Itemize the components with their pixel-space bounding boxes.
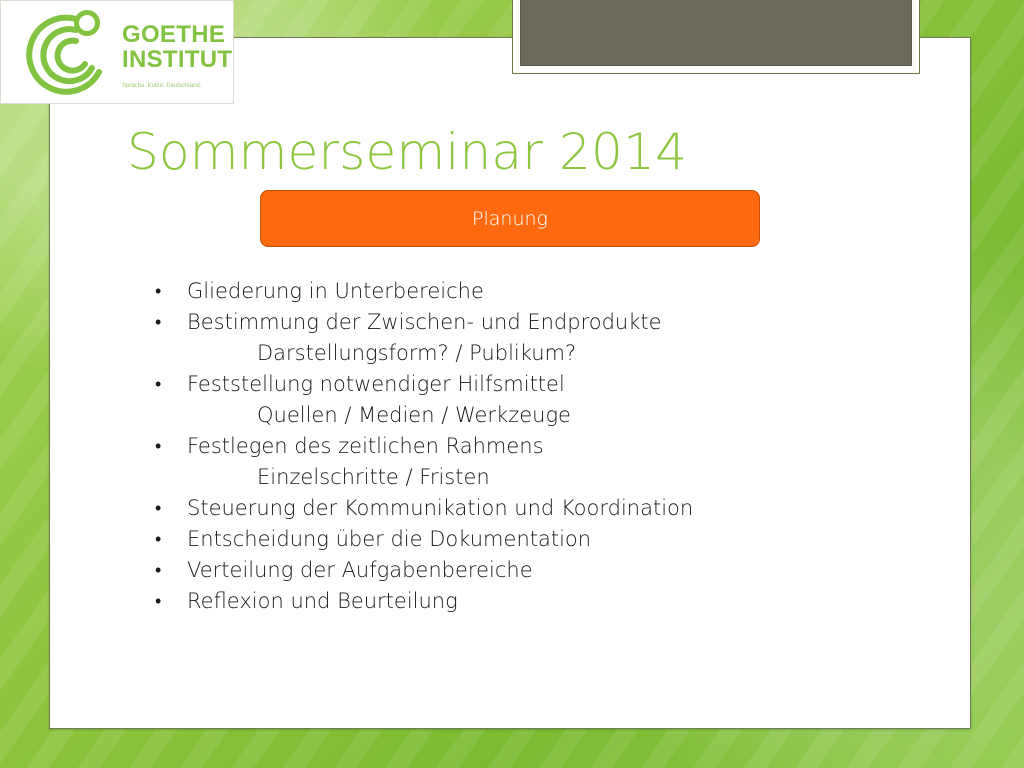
- slide-title: Sommerseminar 2014: [127, 123, 688, 181]
- top-decorative-panel: [512, 0, 920, 74]
- content-subline-row: [155, 462, 875, 493]
- bullet-text: Entscheidung über die Dokumentation: [187, 527, 592, 551]
- bullet-text: Bestimmung der Zwischen- und Endprodukte: [187, 310, 662, 334]
- logo-institut-text: INSTITUT: [122, 46, 233, 73]
- goethe-institut-logo: [0, 0, 234, 104]
- content-bullet-row: [155, 369, 875, 400]
- logo-tagline: Sprache. Kultur. Deutschland.: [122, 83, 202, 89]
- bullet-icon: •: [155, 498, 162, 519]
- subline-text: Einzelschritte / Fristen: [257, 465, 490, 489]
- bullet-text: Festlegen des zeitlichen Rahmens: [187, 434, 544, 458]
- bullet-text: Steuerung der Kommunikation und Koordination: [187, 496, 694, 520]
- bullet-icon: •: [155, 281, 162, 302]
- content-bullet-row: [155, 307, 875, 338]
- content-bullet-row: [155, 524, 875, 555]
- bullet-icon: •: [155, 312, 162, 333]
- bullet-text: Gliederung in Unterbereiche: [187, 279, 484, 303]
- bullet-text: Reflexion und Beurteilung: [187, 589, 458, 613]
- top-decorative-panel-fill: [520, 0, 912, 66]
- content-bullet-row: [155, 431, 875, 462]
- content-bullet-row: [155, 493, 875, 524]
- content-bullet-row: [155, 555, 875, 586]
- bullet-text: Feststellung notwendiger Hilfsmittel: [187, 372, 565, 396]
- content-subline-row: [155, 338, 875, 369]
- bullet-icon: •: [155, 591, 162, 612]
- bullet-text: Verteilung der Aufgabenbereiche: [187, 558, 533, 582]
- content-list: [155, 276, 875, 617]
- bullet-icon: •: [155, 529, 162, 550]
- logo-goethe-text: GOETHE: [122, 21, 226, 48]
- subline-text: Quellen / Medien / Werkzeuge: [257, 403, 571, 427]
- planung-label-box: Planung: [260, 190, 760, 247]
- bullet-icon: •: [155, 560, 162, 581]
- content-subline-row: [155, 400, 875, 431]
- goethe-logo-icon: [5, 5, 113, 100]
- bullet-icon: •: [155, 436, 162, 457]
- subline-text: Darstellungsform? / Publikum?: [257, 341, 577, 365]
- bullet-icon: •: [155, 374, 162, 395]
- content-bullet-row: [155, 586, 875, 617]
- content-bullet-row: [155, 276, 875, 307]
